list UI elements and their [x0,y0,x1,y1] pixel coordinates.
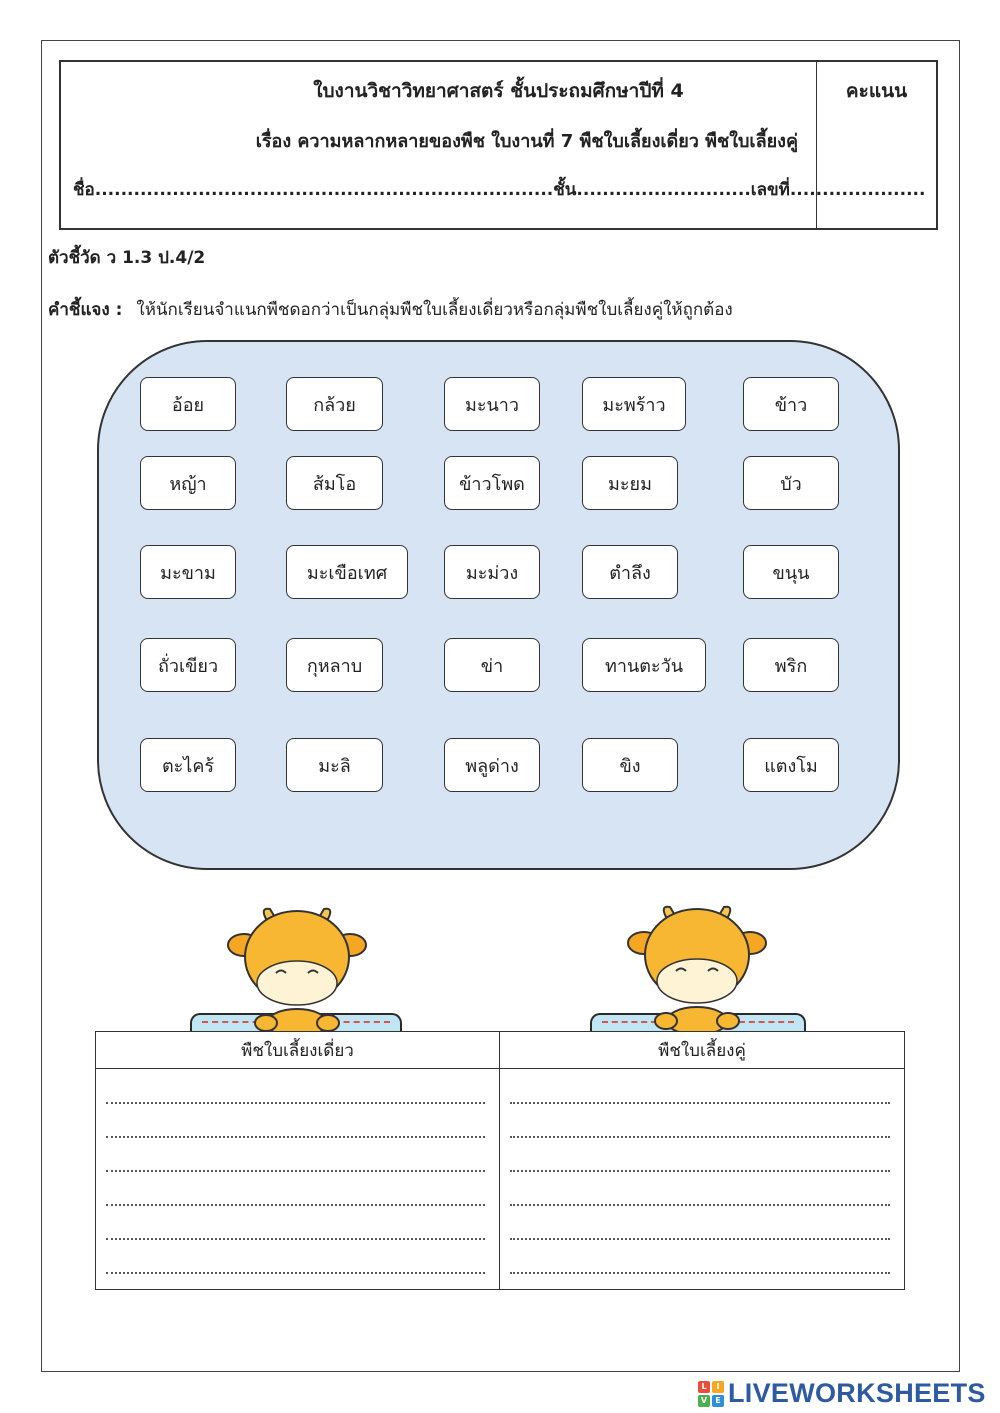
word-card[interactable]: มะพร้าว [582,377,686,431]
answer-line[interactable] [106,1162,485,1172]
instruction-text: ให้นักเรียนจำแนกพืชดอกว่าเป็นกลุ่มพืชใบเลี้ยงเดี่ยวหรือกลุ่มพืชใบเลี้ยงคู่ให้ถูกต้อง [136,300,733,320]
word-bank-panel [97,340,900,870]
answer-table [95,1031,905,1290]
word-card[interactable]: กล้วย [286,377,383,431]
word-card[interactable]: มะยม [582,456,678,510]
word-card[interactable]: ขนุน [743,545,839,599]
word-card[interactable]: แตงโม [743,738,839,792]
word-card[interactable]: มะขาม [140,545,236,599]
answer-line[interactable] [510,1162,890,1172]
answer-line[interactable] [510,1264,890,1274]
word-card[interactable]: มะนาว [444,377,540,431]
word-card[interactable]: ข่า [444,638,540,692]
word-card[interactable]: ถั่วเขียว [140,638,236,692]
answer-line[interactable] [510,1196,890,1206]
answer-line[interactable] [106,1094,485,1104]
word-card[interactable]: อ้อย [140,377,236,431]
word-card[interactable]: ทานตะวัน [582,638,706,692]
word-card[interactable]: ข้าวโพด [444,456,540,510]
answer-line[interactable] [510,1094,890,1104]
logo-text: LIVEWORKSHEETS [728,1378,986,1408]
word-card[interactable]: ตำลึง [582,545,678,599]
word-card[interactable]: กุหลาบ [286,638,383,692]
worksheet-title: ใบงานวิชาวิทยาศาสตร์ ชั้นประถมศึกษาปีที่ 4 [313,80,684,102]
answer-line[interactable] [106,1230,485,1240]
cow-mascot-icon [226,905,368,1035]
liveworksheets-logo[interactable] [698,1378,986,1409]
word-card[interactable]: มะเขือเทศ [286,545,408,599]
word-card[interactable]: มะลิ [286,738,383,792]
answer-line[interactable] [510,1128,890,1138]
word-card[interactable]: ขิง [582,738,678,792]
score-box [816,62,936,228]
dicot-column [500,1032,904,1289]
answer-line[interactable] [106,1128,485,1138]
instruction [48,296,733,323]
logo-grid-icon: L I V E [698,1381,724,1407]
word-card[interactable]: ข้าว [743,377,839,431]
word-card[interactable]: บัว [743,456,839,510]
monocot-column [96,1032,500,1289]
word-card[interactable]: หญ้า [140,456,236,510]
word-card[interactable]: พลูด่าง [444,738,540,792]
answer-line[interactable] [510,1230,890,1240]
cow-mascot-icon [626,903,768,1033]
worksheet-header [59,60,938,230]
answer-line[interactable] [106,1264,485,1274]
instruction-label: คำชี้แจง : [48,300,123,320]
indicator-text: ตัวชี้วัด ว 1.3 ป.4/2 [48,248,206,268]
student-info-line: ชื่อ.......................................................................ชั้น...........................เลขที่..................... [73,180,926,200]
word-card[interactable]: ตะไคร้ [140,738,236,792]
monocot-header: พืชใบเลี้ยงเดี่ยว [96,1032,499,1069]
answer-line[interactable] [106,1196,485,1206]
worksheet-subtitle: เรื่อง ความหลากหลายของพืช ใบงานที่ 7 พืชใบเลี้ยงเดี่ยว พืชใบเลี้ยงคู่ [255,131,798,152]
word-card[interactable]: ส้มโอ [286,456,383,510]
word-card[interactable]: มะม่วง [444,545,540,599]
word-card[interactable]: พริก [743,638,839,692]
dicot-header: พืชใบเลี้ยงคู่ [500,1032,904,1069]
score-label: คะแนน [845,80,908,102]
